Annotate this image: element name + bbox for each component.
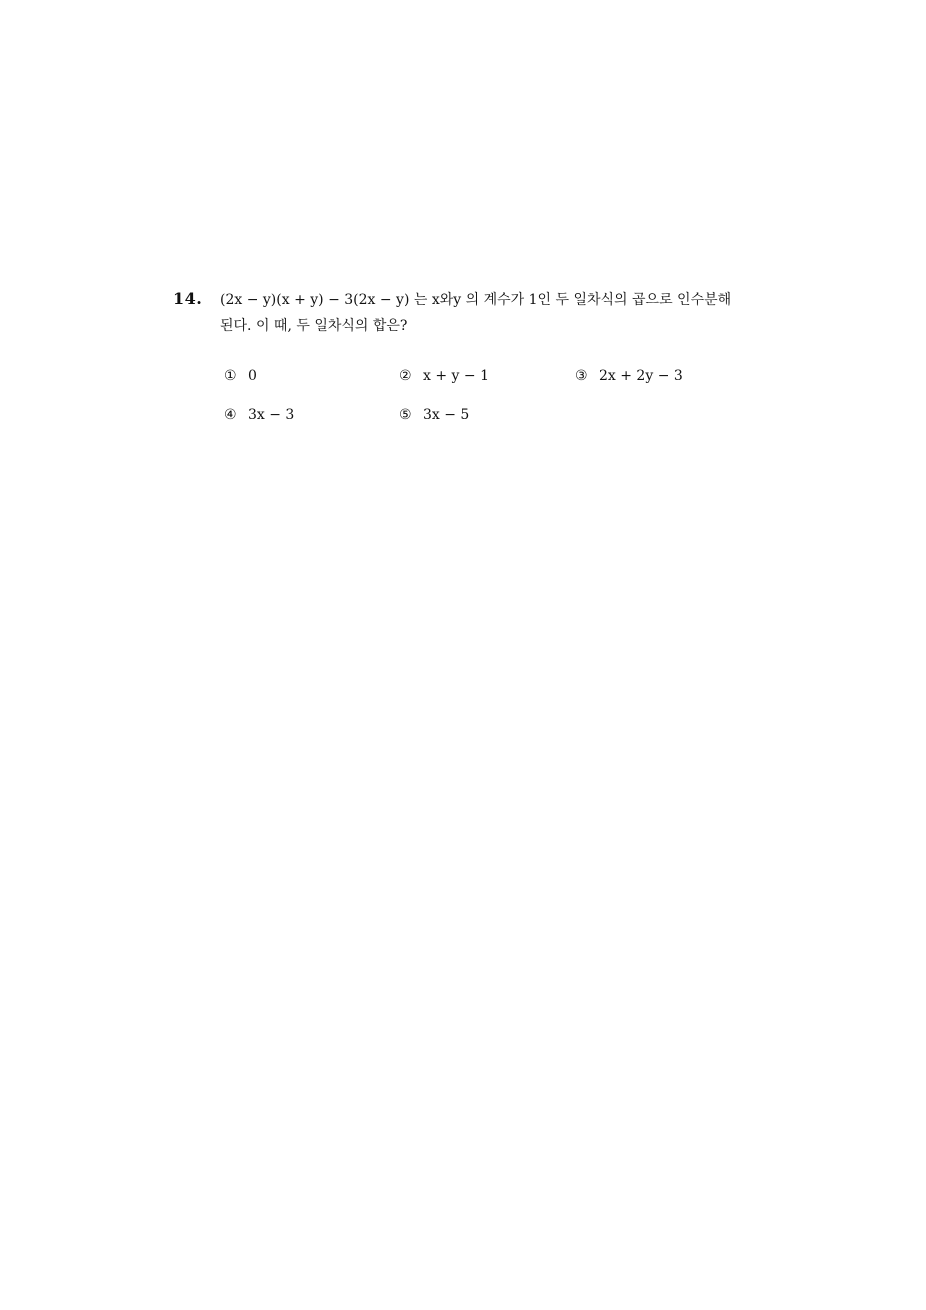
choice-text: 3x − 5 <box>423 407 470 423</box>
choice-1[interactable] <box>224 365 257 387</box>
choice-marker: ② <box>399 368 412 384</box>
choice-3[interactable] <box>575 365 683 387</box>
choice-4[interactable] <box>224 404 294 426</box>
choice-text: 3x − 3 <box>248 407 295 423</box>
choice-marker: ④ <box>224 407 237 423</box>
choice-marker: ⑤ <box>399 407 412 423</box>
question-text-line-1: (2x − y)(x + y) − 3(2x − y) 는 x와y 의 계수가 1인 두 일차식의 곱으로 인수분해 <box>220 292 732 308</box>
choice-marker: ③ <box>575 368 588 384</box>
choice-text: 0 <box>248 368 257 384</box>
choice-text: 2x + 2y − 3 <box>599 368 683 384</box>
choice-marker: ① <box>224 368 237 384</box>
question-text-line-2: 된다. 이 때, 두 일차식의 합은? <box>220 318 408 334</box>
choice-2[interactable] <box>399 365 489 387</box>
question-number: 14. <box>173 289 203 308</box>
choice-5[interactable] <box>399 404 469 426</box>
choice-text: x + y − 1 <box>423 368 489 384</box>
